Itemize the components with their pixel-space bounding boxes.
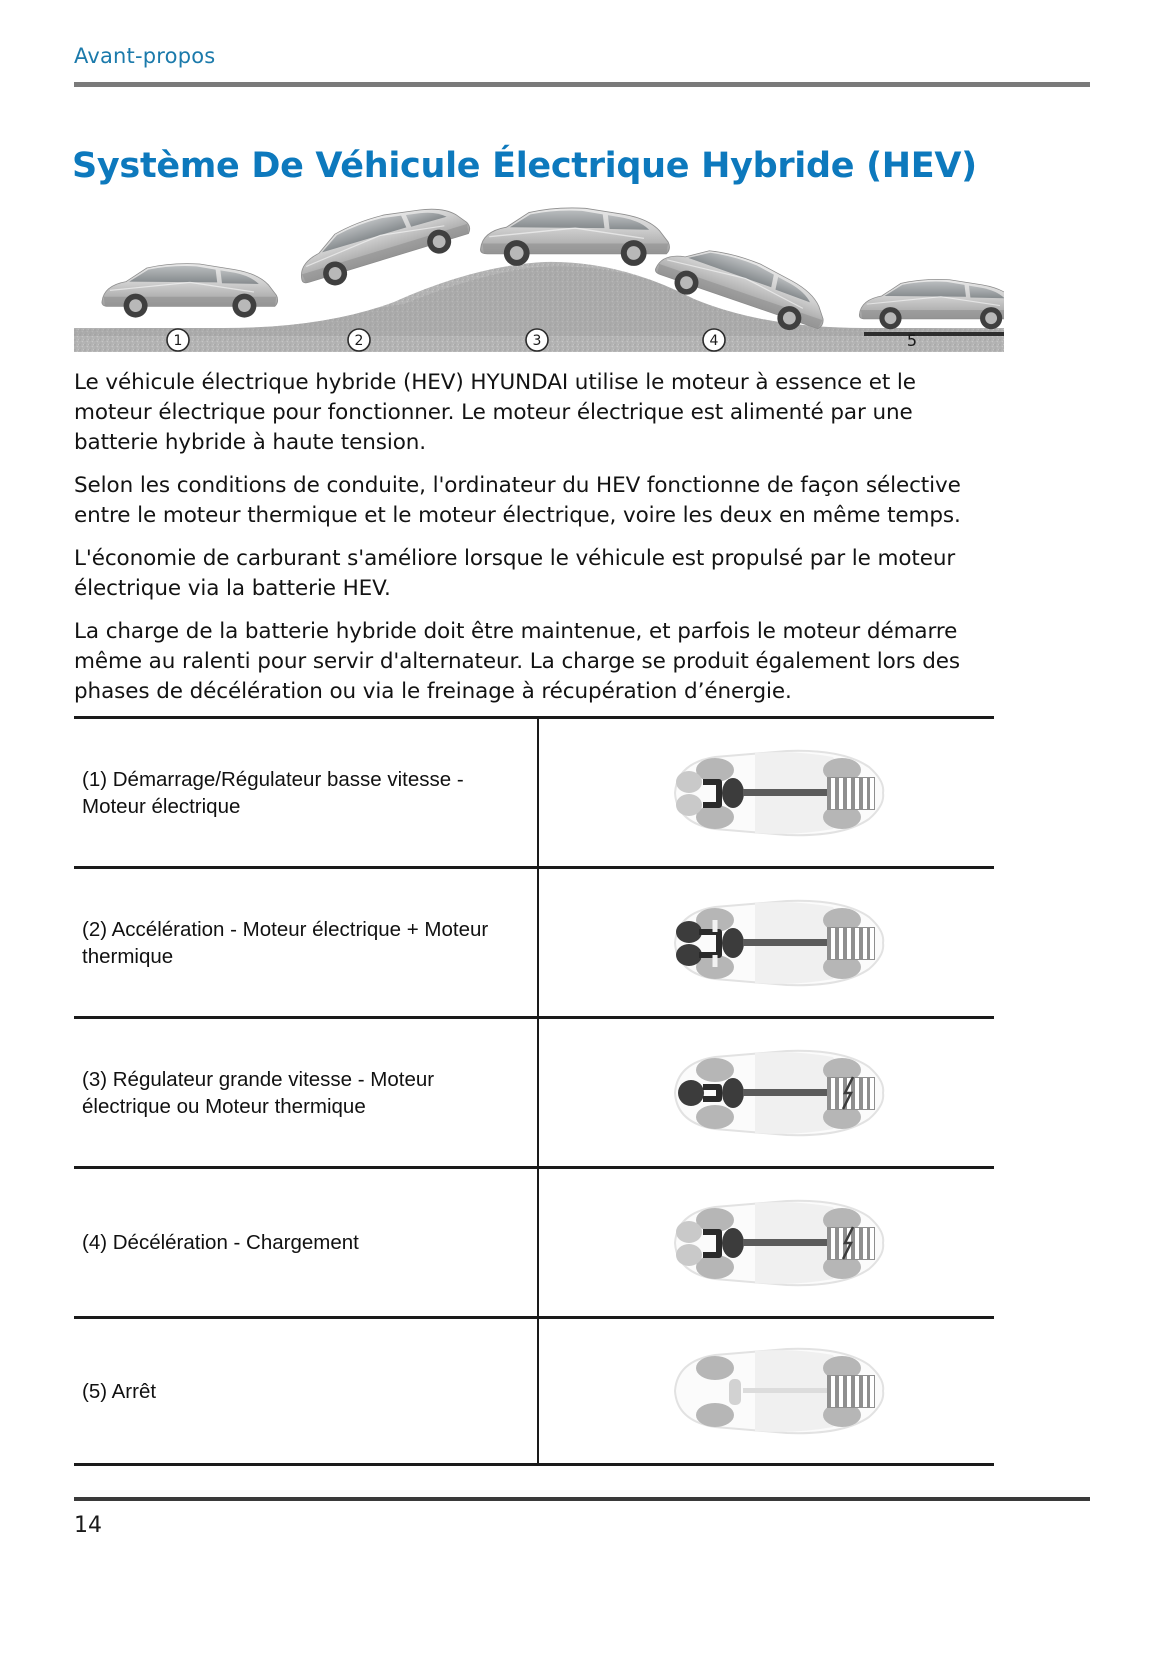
table-row bbox=[74, 716, 994, 866]
callout-5 bbox=[907, 331, 917, 350]
vehicle-2 bbox=[291, 204, 475, 295]
mode-label-4: (4) Décélération - Chargement bbox=[82, 1231, 359, 1254]
powertrain-diagram-5 bbox=[637, 1335, 897, 1447]
powertrain-diagram-2 bbox=[637, 887, 897, 999]
page-title: Système De Véhicule Électrique Hybride (HEV) bbox=[72, 146, 977, 186]
table-row bbox=[74, 1166, 994, 1316]
vehicle-3 bbox=[481, 208, 670, 266]
callout-4-label: 4 bbox=[709, 333, 719, 349]
callout-3-label: 3 bbox=[532, 333, 542, 349]
powertrain-diagram-1 bbox=[637, 737, 897, 849]
callout-2-label: 2 bbox=[354, 333, 364, 349]
paragraph-1: Le véhicule électrique hybride (HEV) HYUNDAI utilise le moteur à essence et le moteur électrique pour fonctionner. Le moteur électrique est alimenté par une batterie hybride à haute tension. bbox=[74, 370, 916, 455]
table-cell-diagram bbox=[539, 719, 994, 866]
paragraph-3: L'économie de carburant s'améliore lorsque le véhicule est propulsé par le moteur électrique via la batterie HEV. bbox=[74, 546, 956, 601]
hev-hill-illustration bbox=[74, 204, 1004, 352]
vehicle-1 bbox=[102, 264, 278, 318]
header-divider bbox=[74, 82, 1090, 87]
table-cell-diagram bbox=[539, 1019, 994, 1166]
table-cell-label bbox=[74, 1169, 539, 1316]
mode-label-5: (5) Arrêt bbox=[82, 1379, 157, 1403]
table-cell-label bbox=[74, 719, 539, 866]
powertrain-diagram-3 bbox=[637, 1037, 897, 1149]
table-cell-label bbox=[74, 1319, 539, 1463]
running-title: Avant-propos bbox=[74, 44, 216, 68]
paragraph-4: La charge de la batterie hybride doit être maintenue, et parfois le moteur démarre même au ralenti pour servir d'alternateur. La charge se produit également lors des phases de décélération ou via le freinage à récupération d’énergie. bbox=[74, 619, 960, 704]
callout-2 bbox=[348, 329, 370, 351]
powertrain-diagram-4 bbox=[637, 1187, 897, 1299]
callout-3 bbox=[526, 329, 548, 351]
paragraph-2: Selon les conditions de conduite, l'ordinateur du HEV fonctionne de façon sélective entre le moteur thermique et le moteur électrique, voire les deux en même temps. bbox=[74, 473, 961, 528]
table-cell-diagram bbox=[539, 1319, 994, 1463]
table-cell-label bbox=[74, 1019, 539, 1166]
mode-label-1: (1) Démarrage/Régulateur basse vitesse - Moteur électrique bbox=[82, 767, 464, 818]
hill-scene-svg bbox=[74, 204, 1004, 352]
table-cell-diagram bbox=[539, 1169, 994, 1316]
footer-divider bbox=[74, 1497, 1090, 1501]
page-header bbox=[74, 44, 1090, 87]
mode-label-2: (2) Accélération - Moteur électrique + Moteur thermique bbox=[82, 917, 489, 968]
callout-1 bbox=[167, 329, 189, 351]
table-row bbox=[74, 866, 994, 1016]
page-number: 14 bbox=[74, 1513, 102, 1538]
callout-1-label: 1 bbox=[173, 333, 183, 349]
table-cell-label bbox=[74, 869, 539, 1016]
vehicle-5 bbox=[859, 279, 1004, 329]
body-text bbox=[74, 368, 984, 720]
table-row bbox=[74, 1316, 994, 1466]
table-row bbox=[74, 1016, 994, 1166]
mode-label-3: (3) Régulateur grande vitesse - Moteur électrique ou Moteur thermique bbox=[82, 1067, 435, 1118]
callout-4 bbox=[703, 329, 725, 351]
table-cell-diagram bbox=[539, 869, 994, 1016]
callout-5-label: 5 bbox=[906, 331, 918, 350]
hev-modes-table bbox=[74, 716, 994, 1466]
